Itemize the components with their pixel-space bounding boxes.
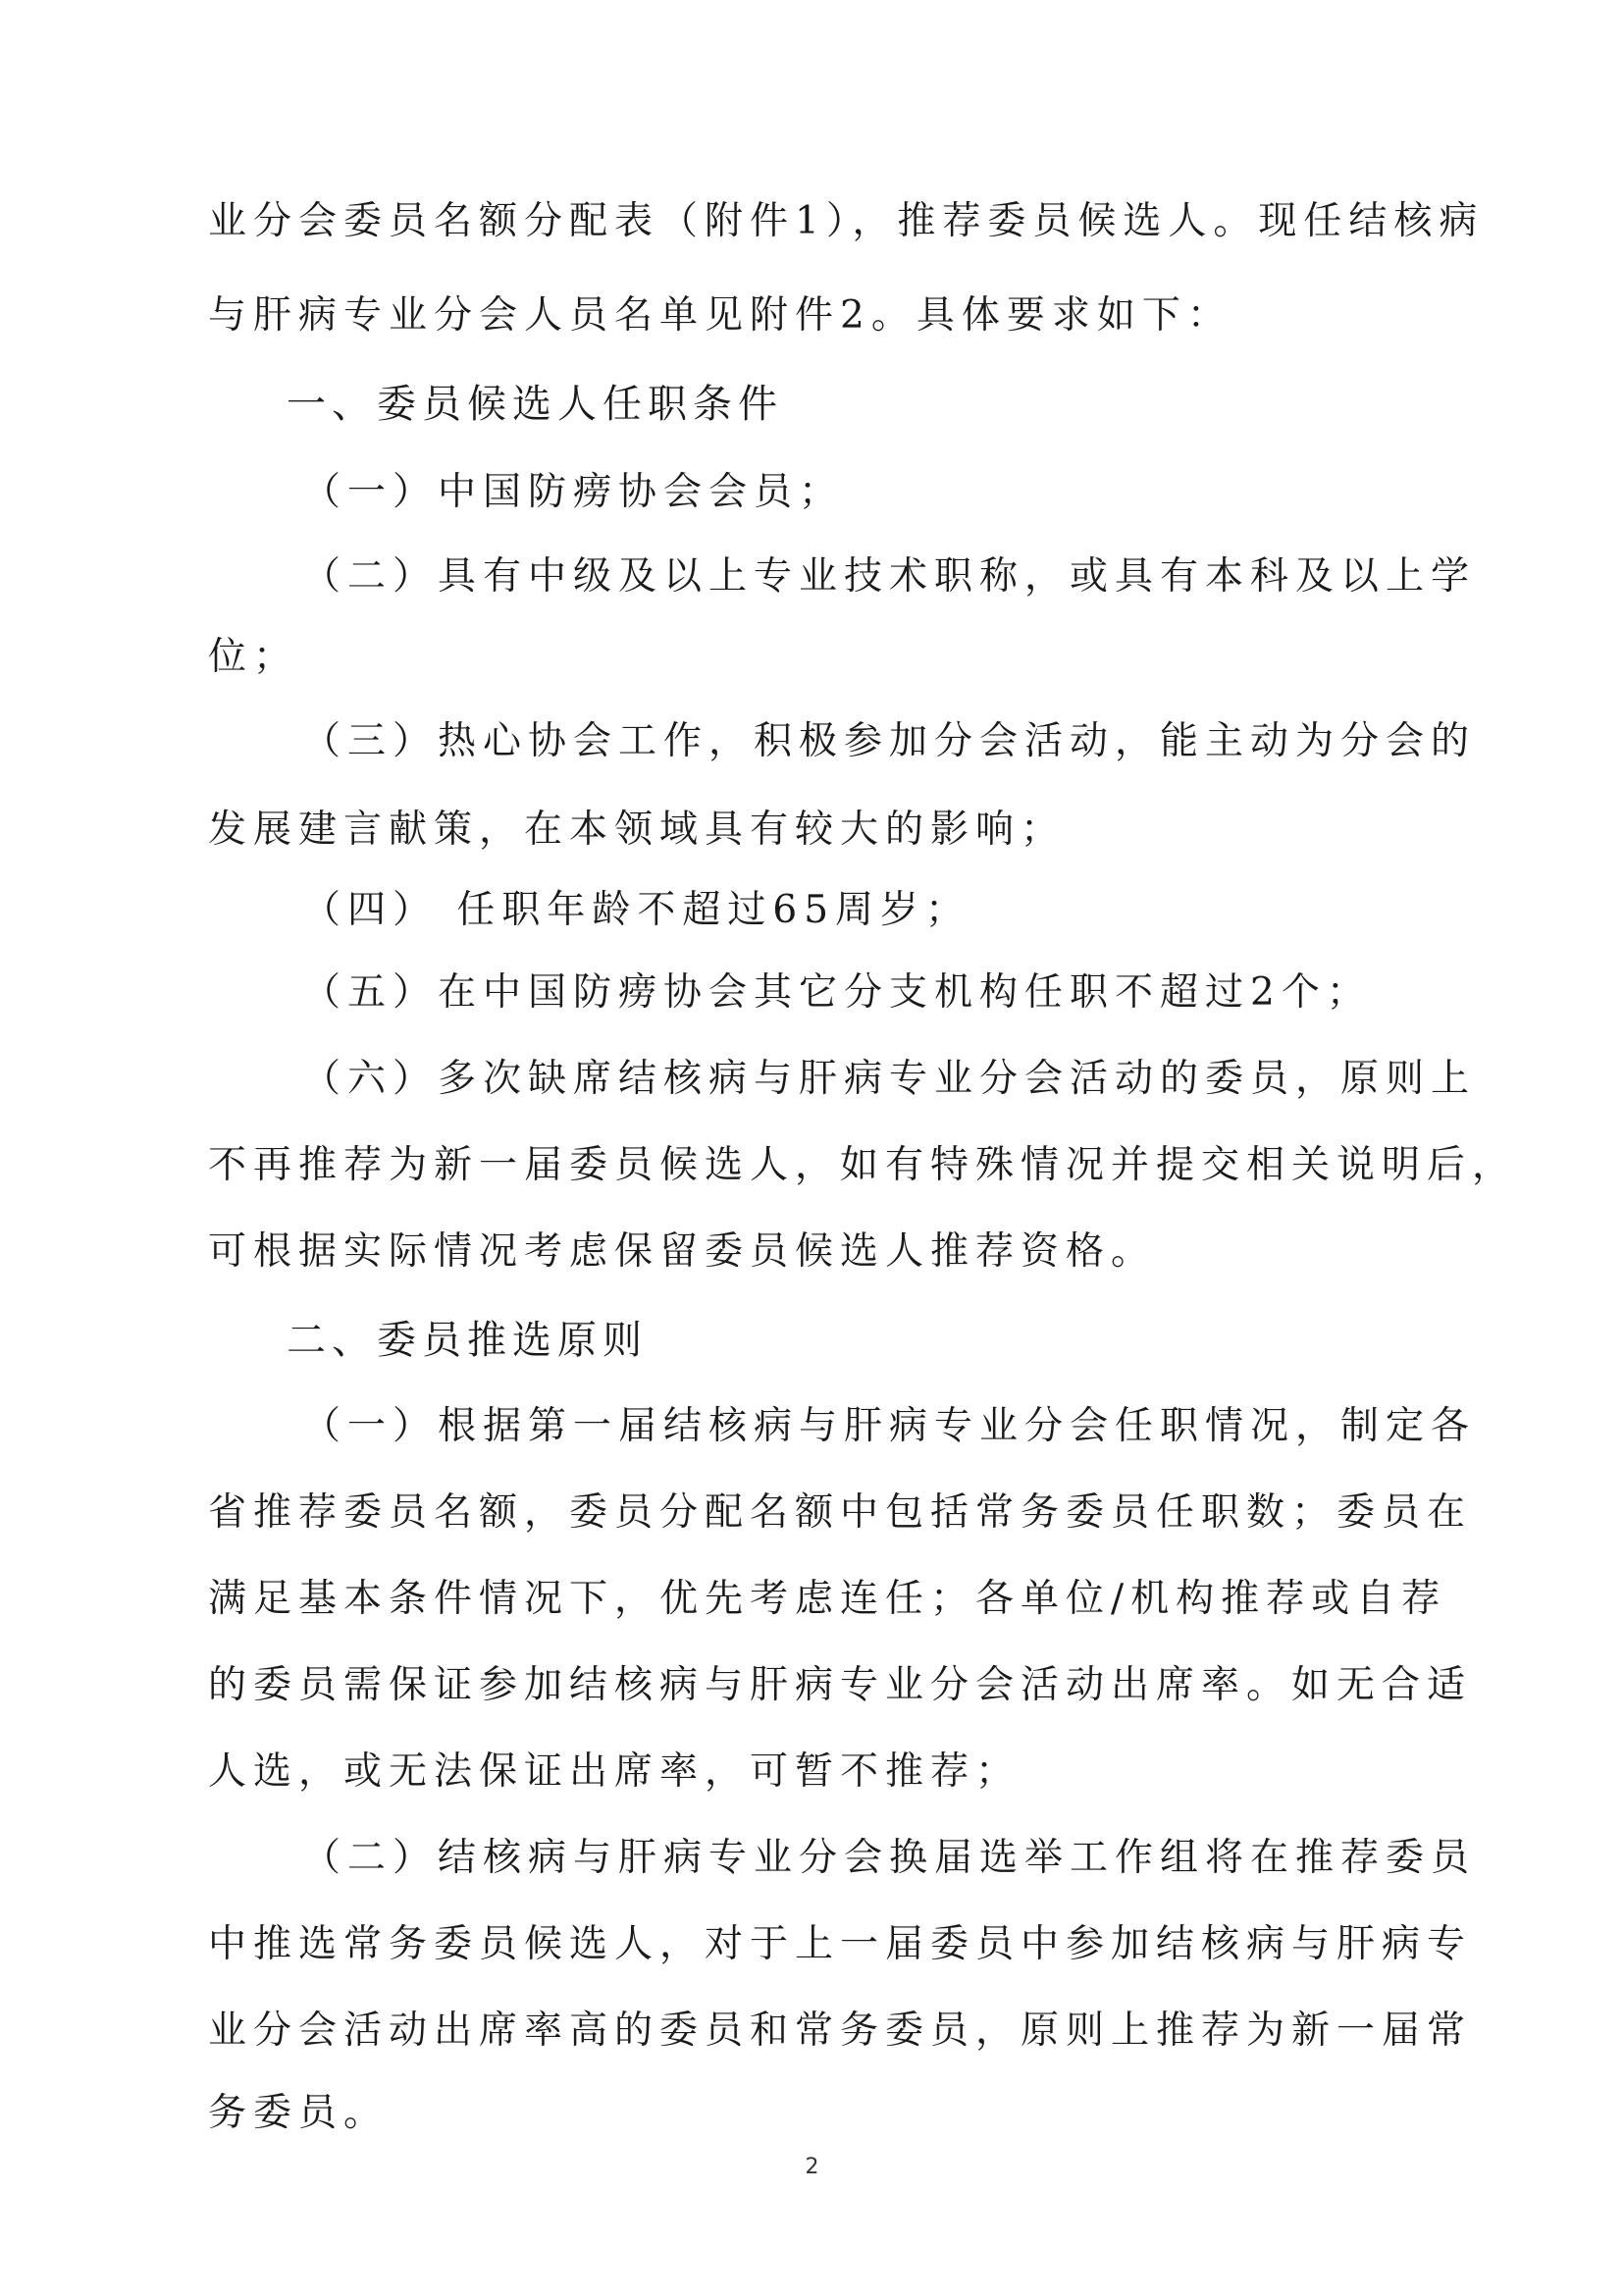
paragraph-line: （三）热心协会工作，积极参加分会活动，能主动为分会的 bbox=[302, 719, 1477, 763]
paragraph-line: 人选，或无法保证出席率，可暂不推荐； bbox=[208, 1749, 1022, 1794]
section-heading-1: 一、委员候选人任职条件 bbox=[287, 382, 783, 427]
paragraph-line: 可根据实际情况考虑保留委员候选人推荐资格。 bbox=[208, 1229, 1157, 1274]
paragraph-line: 的委员需保证参加结核病与肝病专业分会活动出席率。如无合适 bbox=[208, 1663, 1473, 1707]
page-number: 2 bbox=[805, 2155, 819, 2179]
paragraph-line: （一）中国防痨协会会员； bbox=[302, 470, 845, 514]
paragraph-line: 发展建言献策，在本领域具有较大的影响； bbox=[208, 808, 1067, 852]
paragraph-line: 不再推荐为新一届委员候选人，如有特殊情况并提交相关说明后， bbox=[208, 1143, 1518, 1187]
paragraph-line: （一）根据第一届结核病与肝病专业分会任职情况，制定各 bbox=[302, 1404, 1477, 1448]
paragraph-line: （四） 任职年龄不超过65周岁； bbox=[302, 888, 971, 932]
paragraph-line: 满足基本条件情况下，优先考虑连任；各单位/机构推荐或自荐 bbox=[208, 1577, 1447, 1621]
paragraph-line: 业分会活动出席率高的委员和常务委员，原则上推荐为新一届常 bbox=[208, 2009, 1473, 2053]
paragraph-line: （二）结核病与肝病专业分会换届选举工作组将在推荐委员 bbox=[302, 1836, 1477, 1880]
paragraph-line: 业分会委员名额分配表（附件1），推荐委员候选人。现任结核病 bbox=[208, 199, 1485, 243]
paragraph-line: （二）具有中级及以上专业技术职称，或具有本科及以上学 bbox=[302, 554, 1477, 599]
paragraph-line: 务委员。 bbox=[208, 2091, 390, 2135]
paragraph-line: 省推荐委员名额，委员分配名额中包括常务委员任职数；委员在 bbox=[208, 1490, 1473, 1535]
paragraph-line: （五）在中国防痨协会其它分支机构任职不超过2个； bbox=[302, 970, 1372, 1015]
section-heading-2: 二、委员推选原则 bbox=[287, 1318, 648, 1363]
paragraph-line: 位； bbox=[208, 635, 299, 679]
paragraph-line: 与肝病专业分会人员名单见附件2。具体要求如下： bbox=[208, 293, 1232, 338]
paragraph-line: （六）多次缺席结核病与肝病专业分会活动的委员，原则上 bbox=[302, 1057, 1477, 1101]
paragraph-line: 中推选常务委员候选人，对于上一届委员中参加结核病与肝病专 bbox=[208, 1922, 1473, 1966]
